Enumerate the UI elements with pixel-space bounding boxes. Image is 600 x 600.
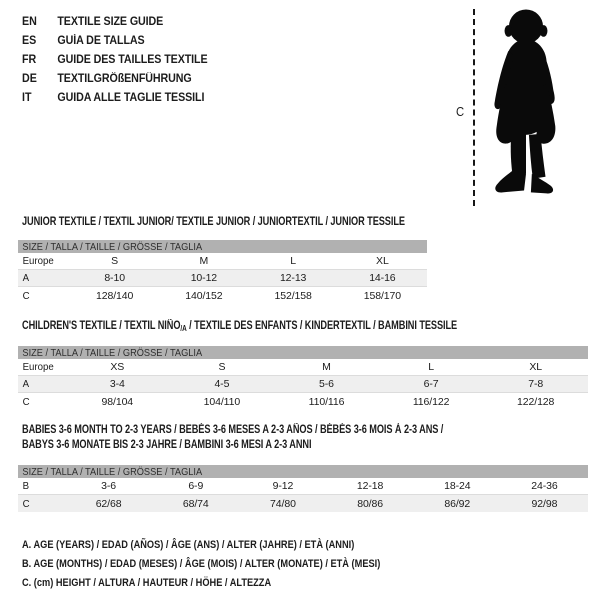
language-code: IT [22, 91, 32, 104]
size-header-label: SIZE / TALLA / TAILLE / GRÖSSE / TAGLIA [22, 465, 203, 478]
language-list [22, 12, 222, 107]
table-row [18, 253, 427, 270]
size-cell: 5-6 [319, 378, 334, 390]
size-cell: 152/158 [274, 289, 312, 302]
size-cell: 14-16 [369, 272, 396, 284]
row-label: B [22, 480, 30, 492]
size-cell: 104/110 [203, 395, 241, 408]
size-cell: 128/140 [95, 289, 134, 302]
size-header-label: SIZE / TALLA / TAILLE / GRÖSSE / TAGLIA [22, 346, 203, 359]
language-code: FR [22, 53, 37, 66]
children-title-suffix: / TEXTILE DES ENFANTS / KINDERTEXTIL / BAMBINI TESSILE [186, 320, 458, 332]
size-cell: 7-8 [528, 378, 544, 390]
junior-size-table [18, 240, 427, 304]
size-cell: 80/86 [357, 497, 383, 510]
table-row [18, 359, 588, 376]
size-cell: 122/128 [517, 395, 555, 408]
size-cell: 6-7 [423, 378, 439, 390]
size-cell: 3-6 [101, 480, 117, 492]
row-label: A [22, 378, 30, 390]
size-cell: 158/170 [363, 289, 401, 302]
size-cell: 4-5 [214, 378, 230, 390]
language-code: DE [22, 72, 37, 85]
size-cell: 9-12 [272, 480, 294, 492]
table-row [18, 495, 588, 512]
children-table-title [22, 320, 457, 333]
size-cell: M [322, 361, 331, 373]
row-label: C [22, 497, 30, 510]
table-row [18, 478, 588, 495]
size-cell: 140/152 [185, 289, 223, 302]
size-cell: 116/122 [412, 395, 450, 408]
size-cell: 18-24 [444, 480, 471, 492]
size-cell: XL [376, 255, 389, 267]
size-cell: S [218, 361, 226, 373]
height-measure-label: C [456, 105, 465, 119]
size-cell: L [428, 361, 434, 373]
size-cell: 110/116 [308, 395, 345, 408]
size-cell: 10-12 [190, 272, 218, 284]
babies-title-line2: BABYS 3-6 MONATE BIS 2-3 JAHRE / BAMBINI 3-6 MESI A 2-3 ANNI [22, 439, 312, 451]
footnote-b: B. AGE (MONTHS) / EDAD (MESES) / ÂGE (MOIS) / ALTER (MONATE) / ETÀ (MESI) [22, 557, 381, 570]
size-cell: XS [110, 361, 125, 373]
children-title-subscript: /A [180, 324, 187, 333]
footnote-c: C. (cm) HEIGHT / ALTURA / HAUTEUR / HÖHE / ALTEZZA [22, 576, 272, 589]
table-row [18, 287, 427, 304]
size-cell: 68/74 [182, 497, 209, 510]
babies-title-line1: BABIES 3-6 MONTH TO 2-3 YEARS / BEBÉS 3-6 MESES A 2-3 AÑOS / BÉBÉS 3-6 MOIS À 2-3 ANS / [22, 424, 444, 436]
size-cell: L [290, 255, 296, 267]
size-cell: 86/92 [444, 497, 471, 510]
row-label: A [22, 272, 30, 284]
language-row [22, 88, 208, 107]
table-row [18, 376, 588, 393]
size-cell: M [199, 255, 209, 267]
size-header-label: SIZE / TALLA / TAILLE / GRÖSSE / TAGLIA [22, 240, 203, 253]
size-cell: 98/104 [101, 395, 134, 408]
language-code: EN [22, 15, 37, 28]
size-header-bar [18, 346, 588, 359]
language-code: ES [22, 34, 37, 47]
children-title-prefix: CHILDREN'S TEXTILE / TEXTIL NIÑO [22, 320, 181, 332]
size-cell: 74/80 [270, 497, 296, 510]
size-cell: 92/98 [531, 497, 558, 510]
row-label: Europe [22, 255, 54, 267]
height-dashed-line [473, 9, 475, 206]
size-cell: XL [529, 361, 542, 373]
language-row [22, 50, 208, 69]
children-size-table [18, 346, 588, 410]
row-label: C [22, 289, 30, 302]
size-cell: 24-36 [531, 480, 558, 492]
table-row [18, 393, 588, 410]
table-row [18, 270, 427, 287]
language-title: GUIDA ALLE TAGLIE TESSILI [57, 91, 205, 104]
language-row [22, 12, 208, 31]
size-cell: 6-9 [188, 480, 204, 492]
size-header-bar [18, 465, 588, 478]
language-row [22, 69, 208, 88]
row-label: C [22, 395, 30, 408]
language-row [22, 31, 208, 50]
size-cell: S [111, 255, 119, 267]
size-cell: 12-13 [279, 272, 307, 284]
language-title: TEXTILGRÖßENFÜHRUNG [57, 72, 192, 85]
size-header-bar [18, 240, 427, 253]
babies-table-title [22, 424, 443, 454]
size-cell: 62/68 [95, 497, 122, 510]
junior-table-title: JUNIOR TEXTILE / TEXTIL JUNIOR/ TEXTILE JUNIOR / JUNIORTEXTIL / JUNIOR TESSILE [22, 216, 405, 228]
language-title: GUÍA DE TALLAS [57, 34, 145, 47]
size-cell: 12-18 [356, 480, 384, 492]
language-title: GUIDE DES TAILLES TEXTILE [57, 53, 208, 66]
footnote-a: A. AGE (YEARS) / EDAD (AÑOS) / ÂGE (ANS) / ALTER (JAHRE) / ETÀ (ANNI) [22, 538, 355, 551]
footnote-legend [22, 535, 449, 592]
language-title: TEXTILE SIZE GUIDE [57, 15, 164, 28]
toddler-silhouette-icon [482, 8, 570, 208]
babies-size-table [18, 465, 588, 512]
size-cell: 3-4 [109, 378, 125, 390]
row-label: Europe [22, 361, 54, 373]
size-cell: 8-10 [104, 272, 125, 284]
